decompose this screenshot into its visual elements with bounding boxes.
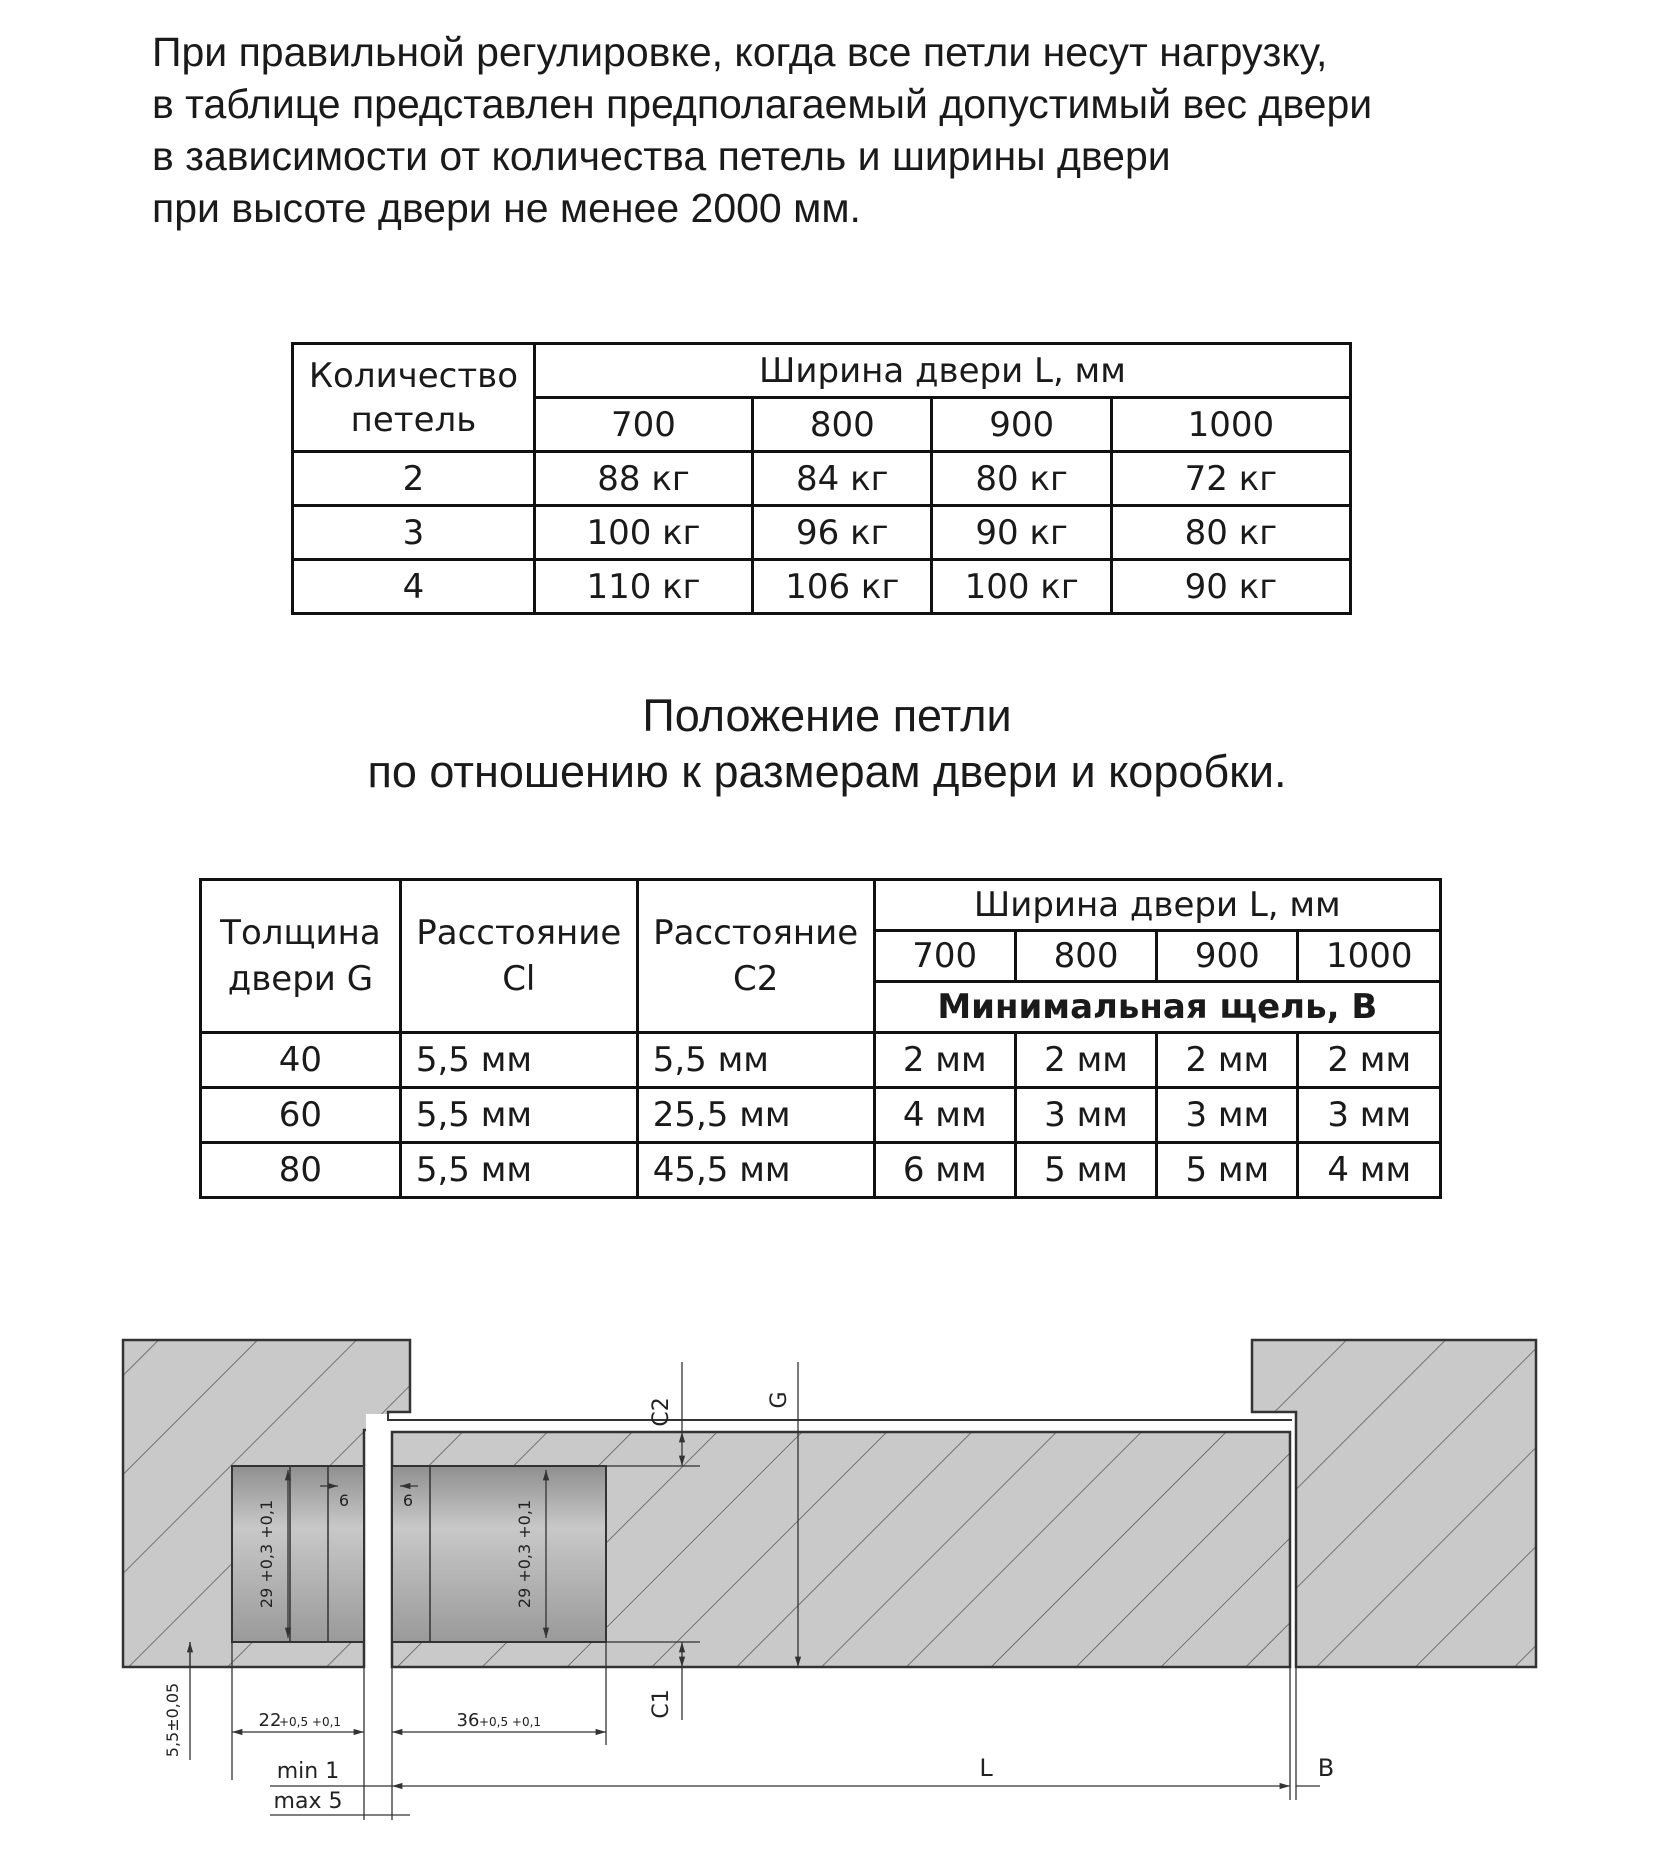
section-title	[0, 688, 1654, 800]
label-22-tolerance: +0,5 +0,1	[278, 1715, 342, 1729]
weight-cell: 72 кг	[1111, 452, 1350, 506]
width-700: 700	[874, 931, 1015, 982]
label-5-5: 5,5±0,05	[163, 1682, 182, 1758]
gap-outline	[388, 1414, 1292, 1420]
width-900: 900	[932, 398, 1111, 452]
c1-cell: 5,5 мм	[400, 1143, 637, 1198]
gap-cell: 5 мм	[1157, 1143, 1298, 1198]
label-6-right: 6	[402, 1491, 414, 1510]
thickness-cell: 40	[201, 1033, 401, 1088]
gap-cell: 3 мм	[1298, 1088, 1441, 1143]
weight-cell: 96 кг	[753, 506, 932, 560]
table-row	[293, 452, 1351, 506]
gap-cell: 2 мм	[1157, 1033, 1298, 1088]
table-row	[201, 1088, 1441, 1143]
width-1000: 1000	[1298, 931, 1441, 982]
gap-cell: 3 мм	[1157, 1088, 1298, 1143]
hinge-count-header: Количество петель	[293, 344, 535, 452]
intro-text	[152, 26, 1552, 234]
label-6-left: 6	[338, 1491, 350, 1510]
weight-cell: 90 кг	[932, 506, 1111, 560]
hinge-count: 2	[293, 452, 535, 506]
intro-line: при высоте двери не менее 2000 мм.	[152, 185, 861, 231]
width-800: 800	[1015, 931, 1156, 982]
c2-cell: 45,5 мм	[637, 1143, 874, 1198]
gap-cell: 3 мм	[1015, 1088, 1156, 1143]
hinge-position-table	[199, 878, 1442, 1199]
door-thickness-header: Толщина двери G	[201, 880, 401, 1033]
gap-cell: 2 мм	[874, 1033, 1015, 1088]
intro-line: в зависимости от количества петель и ширины двери	[152, 133, 1171, 179]
label-c1: C1	[649, 1689, 674, 1719]
width-1000: 1000	[1111, 398, 1350, 452]
label-36: 36	[456, 1710, 480, 1731]
weight-cell: 106 кг	[753, 560, 932, 614]
label-b: B	[1317, 1754, 1335, 1782]
weight-cell: 80 кг	[1111, 506, 1350, 560]
door-gap	[366, 1414, 390, 1667]
width-800: 800	[753, 398, 932, 452]
distance-c1-header: Расстояние Cl	[400, 880, 637, 1033]
weight-cell: 80 кг	[932, 452, 1111, 506]
hinge-position-drawing	[0, 1300, 1654, 1856]
door-weight-table	[291, 342, 1352, 615]
thickness-cell: 80	[201, 1143, 401, 1198]
width-700: 700	[534, 398, 752, 452]
hinge-count: 4	[293, 560, 535, 614]
label-22: 22	[258, 1710, 282, 1731]
label-c2: C2	[649, 1397, 674, 1427]
label-29-right: 29 +0,3 +0,1	[515, 1499, 534, 1609]
table-row	[293, 560, 1351, 614]
label-l: L	[979, 1754, 993, 1782]
hinge-count: 3	[293, 506, 535, 560]
label-29-left: 29 +0,3 +0,1	[257, 1499, 276, 1609]
label-g: G	[767, 1391, 792, 1409]
c1-cell: 5,5 мм	[400, 1088, 637, 1143]
weight-cell: 90 кг	[1111, 560, 1350, 614]
section-title-line2: по отношению к размерам двери и коробки.	[367, 746, 1287, 797]
c1-cell: 5,5 мм	[400, 1033, 637, 1088]
section-title-line1: Положение петли	[642, 690, 1012, 741]
intro-line: в таблице представлен предполагаемый допустимый вес двери	[152, 81, 1373, 127]
hinge-door-part	[392, 1466, 606, 1642]
door-width-header: Ширина двери L, мм	[534, 344, 1350, 398]
gap-cell: 5 мм	[1015, 1143, 1156, 1198]
c2-cell: 5,5 мм	[637, 1033, 874, 1088]
gap-cell: 2 мм	[1298, 1033, 1441, 1088]
thickness-cell: 60	[201, 1088, 401, 1143]
label-36-tolerance: +0,5 +0,1	[478, 1715, 542, 1729]
gap-cell: 4 мм	[1298, 1143, 1441, 1198]
label-max: max 5	[273, 1789, 343, 1814]
label-min: min 1	[276, 1759, 340, 1784]
min-gap-header: Минимальная щель, B	[874, 982, 1440, 1033]
table-row	[201, 1033, 1441, 1088]
weight-cell: 100 кг	[932, 560, 1111, 614]
c2-cell: 25,5 мм	[637, 1088, 874, 1143]
weight-cell: 84 кг	[753, 452, 932, 506]
distance-c2-header: Расстояние C2	[637, 880, 874, 1033]
gap-cell: 2 мм	[1015, 1033, 1156, 1088]
weight-cell: 110 кг	[534, 560, 752, 614]
weight-cell: 88 кг	[534, 452, 752, 506]
door-width-header: Ширина двери L, мм	[874, 880, 1440, 931]
intro-line: При правильной регулировке, когда все петли несут нагрузку,	[152, 29, 1328, 75]
weight-cell: 100 кг	[534, 506, 752, 560]
width-900: 900	[1157, 931, 1298, 982]
table-row	[201, 1143, 1441, 1198]
gap-cell: 4 мм	[874, 1088, 1015, 1143]
gap-cell: 6 мм	[874, 1143, 1015, 1198]
table-row	[293, 506, 1351, 560]
right-frame	[1252, 1340, 1536, 1667]
